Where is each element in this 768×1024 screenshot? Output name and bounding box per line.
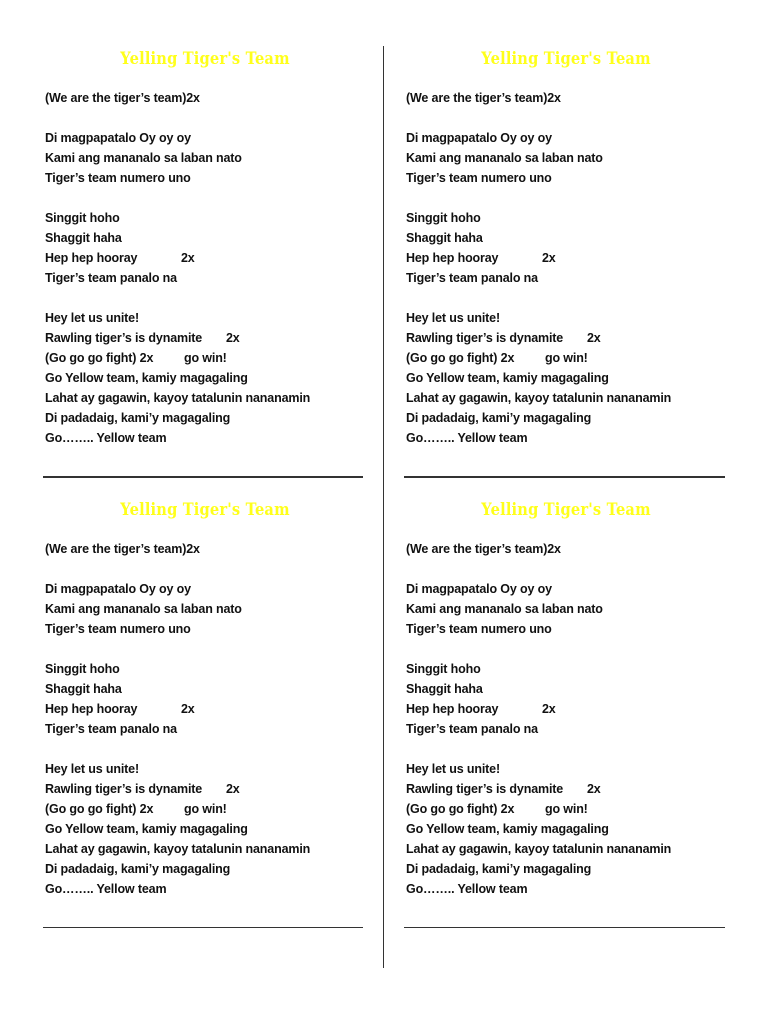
lyric-line: Lahat ay gagawin, kayoy tatalunin nananamin <box>45 842 311 856</box>
lyric-extra: go win! <box>545 802 588 816</box>
lyrics-card-top-right <box>406 46 726 448</box>
lyric-line <box>406 348 726 368</box>
lyric-line: Tiger’s team panalo na <box>45 271 177 285</box>
lyric-line: Tiger’s team numero uno <box>45 171 191 185</box>
lyric-line: Tiger’s team numero uno <box>406 171 552 185</box>
song-title: Yelling Tiger's Team <box>481 500 651 520</box>
lyric-line: Singgit hoho <box>406 662 481 676</box>
lyric-line: Hey let us unite! <box>406 762 500 776</box>
lyric-line: Go…….. Yellow team <box>45 431 167 445</box>
lyric-line: Kami ang mananalo sa laban nato <box>406 151 603 165</box>
lyric-line: Tiger’s team panalo na <box>406 722 538 736</box>
lyric-line: Tiger’s team panalo na <box>45 722 177 736</box>
repeat-marker: 2x <box>226 331 240 345</box>
lyric-line: Go…….. Yellow team <box>45 882 167 896</box>
lyric-line <box>406 699 726 719</box>
lyric-line <box>406 799 726 819</box>
lyric-line: Shaggit haha <box>45 682 122 696</box>
song-title: Yelling Tiger's Team <box>120 49 290 69</box>
lyric-line: Tiger’s team numero uno <box>406 622 552 636</box>
lyric-line: Di magpapatalo Oy oy oy <box>45 582 191 596</box>
horizontal-cut-line <box>404 927 725 928</box>
lyric-line <box>45 699 365 719</box>
lyric-line: Di padadaig, kami’y magagaling <box>406 862 592 876</box>
lyric-text: (Go go go fight) 2x <box>45 802 154 816</box>
lyric-line: Di padadaig, kami’y magagaling <box>45 411 231 425</box>
lyric-text: Rawling tiger’s is dynamite <box>406 331 564 345</box>
lyric-line <box>45 779 365 799</box>
repeat-marker: 2x <box>587 331 601 345</box>
lyric-line <box>406 328 726 348</box>
horizontal-cut-line <box>404 476 725 478</box>
lyric-line: Hey let us unite! <box>45 762 139 776</box>
lyric-line <box>406 779 726 799</box>
lyric-text: (Go go go fight) 2x <box>406 802 515 816</box>
lyrics-card-bottom-left <box>45 497 365 899</box>
lyric-text: Hep hep hooray <box>45 251 138 265</box>
lyric-line: Shaggit haha <box>406 682 483 696</box>
lyric-line: Kami ang mananalo sa laban nato <box>45 602 242 616</box>
lyric-line: Lahat ay gagawin, kayoy tatalunin nananamin <box>45 391 311 405</box>
lyric-line: Go Yellow team, kamiy magagaling <box>406 371 609 385</box>
lyric-line: Shaggit haha <box>45 231 122 245</box>
lyric-line: Hey let us unite! <box>45 311 139 325</box>
lyric-extra: go win! <box>545 351 588 365</box>
lyric-line: Tiger’s team numero uno <box>45 622 191 636</box>
lyric-text: Rawling tiger’s is dynamite <box>406 782 564 796</box>
lyric-line <box>45 248 365 268</box>
lyric-extra: go win! <box>184 802 227 816</box>
lyric-line: Kami ang mananalo sa laban nato <box>45 151 242 165</box>
lyric-text: Hep hep hooray <box>406 702 499 716</box>
lyric-line: Di padadaig, kami’y magagaling <box>406 411 592 425</box>
lyric-line <box>406 248 726 268</box>
lyric-line: Di magpapatalo Oy oy oy <box>406 131 552 145</box>
lyric-line: Go Yellow team, kamiy magagaling <box>406 822 609 836</box>
lyric-line: Go…….. Yellow team <box>406 882 528 896</box>
lyric-line: Tiger’s team panalo na <box>406 271 538 285</box>
lyric-intro: (We are the tiger’s team)2x <box>45 542 200 556</box>
lyric-line: Singgit hoho <box>45 211 120 225</box>
lyric-line: Di magpapatalo Oy oy oy <box>406 582 552 596</box>
repeat-marker: 2x <box>181 251 195 265</box>
lyric-line: Go Yellow team, kamiy magagaling <box>45 371 248 385</box>
lyric-line: Singgit hoho <box>45 662 120 676</box>
repeat-marker: 2x <box>181 702 195 716</box>
lyric-text: Hep hep hooray <box>406 251 499 265</box>
lyric-text: Rawling tiger’s is dynamite <box>45 331 203 345</box>
vertical-cut-line <box>383 46 384 968</box>
lyric-intro: (We are the tiger’s team)2x <box>406 542 561 556</box>
lyric-line: Di magpapatalo Oy oy oy <box>45 131 191 145</box>
lyric-text: Hep hep hooray <box>45 702 138 716</box>
horizontal-cut-line <box>43 476 363 478</box>
lyric-text: Rawling tiger’s is dynamite <box>45 782 203 796</box>
repeat-marker: 2x <box>542 251 556 265</box>
lyrics-card-top-left <box>45 46 365 448</box>
song-title: Yelling Tiger's Team <box>481 49 651 69</box>
lyric-text: (Go go go fight) 2x <box>406 351 515 365</box>
repeat-marker: 2x <box>226 782 240 796</box>
lyric-intro: (We are the tiger’s team)2x <box>45 91 200 105</box>
lyric-line: Singgit hoho <box>406 211 481 225</box>
lyric-line: Hey let us unite! <box>406 311 500 325</box>
repeat-marker: 2x <box>542 702 556 716</box>
lyric-line: Go Yellow team, kamiy magagaling <box>45 822 248 836</box>
lyric-line <box>45 328 365 348</box>
lyric-line <box>45 348 365 368</box>
repeat-marker: 2x <box>587 782 601 796</box>
lyric-line: Di padadaig, kami’y magagaling <box>45 862 231 876</box>
horizontal-cut-line <box>43 927 363 928</box>
lyrics-card-bottom-right <box>406 497 726 899</box>
lyric-line: Go…….. Yellow team <box>406 431 528 445</box>
lyric-text: (Go go go fight) 2x <box>45 351 154 365</box>
lyric-line: Shaggit haha <box>406 231 483 245</box>
song-title: Yelling Tiger's Team <box>120 500 290 520</box>
lyric-line <box>45 799 365 819</box>
lyric-extra: go win! <box>184 351 227 365</box>
lyric-line: Lahat ay gagawin, kayoy tatalunin nananamin <box>406 391 672 405</box>
lyric-line: Kami ang mananalo sa laban nato <box>406 602 603 616</box>
lyric-line: Lahat ay gagawin, kayoy tatalunin nananamin <box>406 842 672 856</box>
lyric-intro: (We are the tiger’s team)2x <box>406 91 561 105</box>
